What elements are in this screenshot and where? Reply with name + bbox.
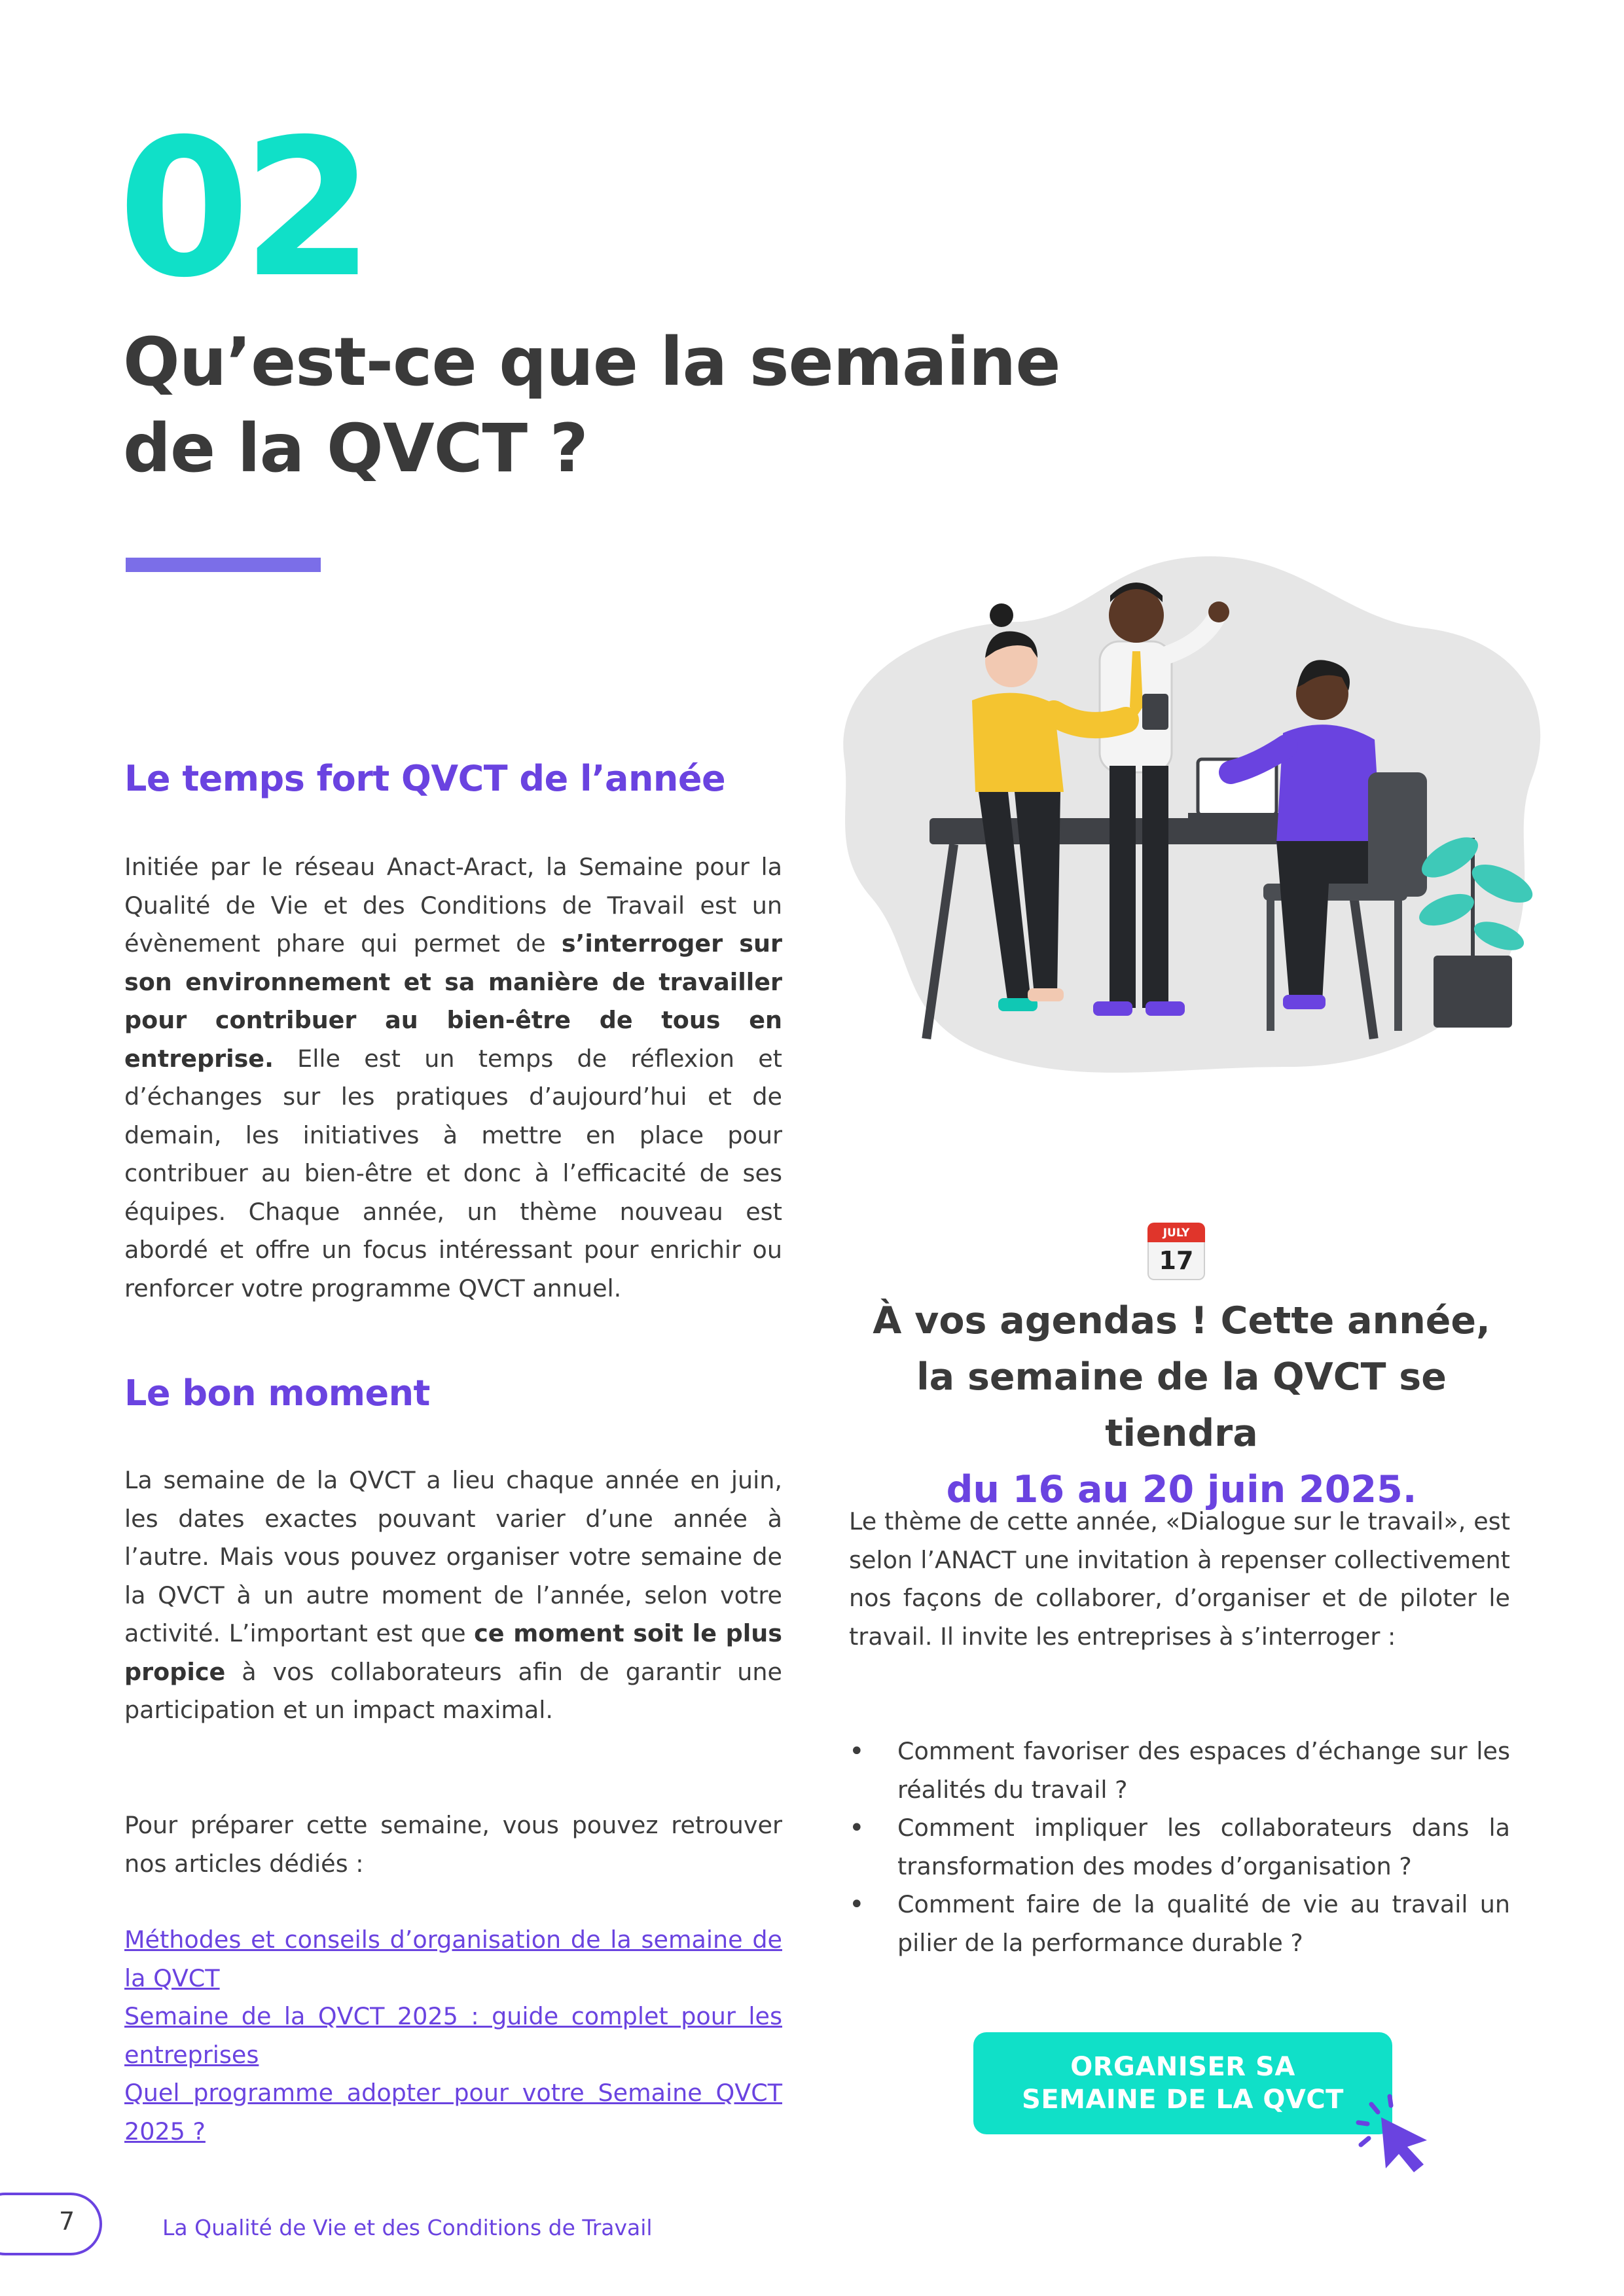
team-meeting-illustration — [805, 543, 1558, 1106]
tablet — [1142, 694, 1168, 730]
footer-title: La Qualité de Vie et des Conditions de Travail — [162, 2215, 653, 2240]
intro-text-a: Initiée par le réseau Anact-Aract, la Semaine pour la Qualité de Vie et des Conditions de Travail est un évènement phare qui permet de — [124, 853, 782, 958]
question-list — [849, 1732, 1510, 1962]
agenda-announcement — [848, 1293, 1515, 1518]
agenda-line2: la semaine de la QVCT se tiendra — [916, 1355, 1447, 1455]
intro-text-bold: s’interroger sur son environnement et sa manière de travailler pour contribuer au bien-être de tous en entreprise. — [124, 929, 783, 1073]
bullet-icon: • — [849, 1813, 865, 1843]
page-number: 7 — [59, 2207, 75, 2236]
organise-week-button[interactable] — [973, 2032, 1392, 2134]
article-link-2[interactable]: Semaine de la QVCT 2025 : guide complet pour les entreprises — [124, 2002, 782, 2069]
cta-line1: ORGANISER SA — [1070, 2052, 1295, 2082]
timing-paragraph — [124, 1462, 782, 1730]
heading-bon-moment: Le bon moment — [124, 1372, 430, 1414]
page-title-line2: de la QVCT ? — [123, 410, 588, 488]
section-number: 02 — [118, 99, 367, 319]
timing-text-bold: ce moment soit le plus propice — [124, 1619, 782, 1686]
page-title — [123, 319, 1105, 492]
calendar-icon — [1147, 1223, 1205, 1280]
calendar-day: 17 — [1147, 1242, 1205, 1280]
agenda-dates: du 16 au 20 juin 2025. — [946, 1468, 1417, 1511]
timing-text-b: à vos collaborateurs afin de garantir une participation et un impact maximal. — [124, 1657, 782, 1724]
heading-temps-fort: Le temps fort QVCT de l’année — [124, 758, 726, 799]
calendar-month: JULY — [1147, 1223, 1205, 1242]
list-item: • Comment favoriser des espaces d’échange sur les réalités du travail ? — [849, 1732, 1510, 1809]
articles-intro: Pour préparer cette semaine, vous pouvez retrouver nos articles dédiés : — [124, 1811, 782, 1878]
article-links — [124, 1921, 782, 2151]
theme-paragraph: Le thème de cette année, «Dialogue sur le travail», est selon l’ANACT une invitation à repenser collectivement nos façons de collaborer, d’organiser et de piloter le travail. Il invite les entreprises à s’interroger : — [849, 1507, 1510, 1651]
timing-text-a: La semaine de la QVCT a lieu chaque année en juin, les dates exactes pouvant varier d’une année à l’autre. Mais vous pouvez organiser votre semaine de la QVCT à un autre moment de l’année, selon votre activité. L’important est que — [124, 1466, 782, 1647]
bullet-icon: • — [849, 1736, 865, 1767]
intro-text-b: Elle est un temps de réflexion et d’échanges sur les pratiques d’aujourd’hui et de demain, les initiatives à mettre en place pour contribuer au bien-être et donc à l’efficacité de ses équipes. Chaque année, un thème nouveau est abordé et offre un focus intéressant pour enrichir ou renforcer votre programme QVCT annuel. — [124, 1044, 782, 1302]
list-item: • Comment faire de la qualité de vie au travail un pilier de la performance durable ? — [849, 1886, 1510, 1962]
accent-divider — [126, 558, 321, 572]
bullet-icon: • — [849, 1890, 865, 1920]
cursor-click-icon — [1352, 2091, 1443, 2176]
plant-pot — [1434, 956, 1512, 1028]
page-title-line1: Qu’est-ce que la semaine — [123, 323, 1060, 401]
article-link-3[interactable]: Quel programme adopter pour votre Semaine QVCT 2025 ? — [124, 2079, 782, 2145]
list-item: • Comment impliquer les collaborateurs dans la transformation des modes d’organisation ? — [849, 1809, 1510, 1886]
page-number-tab — [0, 2193, 102, 2255]
intro-paragraph — [124, 848, 782, 1308]
agenda-line1: À vos agendas ! Cette année, — [873, 1299, 1490, 1342]
article-link-1[interactable]: Méthodes et conseils d’organisation de la semaine de la QVCT — [124, 1926, 782, 1992]
cta-line2: SEMAINE DE LA QVCT — [1022, 2085, 1344, 2115]
chair-back — [1368, 772, 1427, 897]
